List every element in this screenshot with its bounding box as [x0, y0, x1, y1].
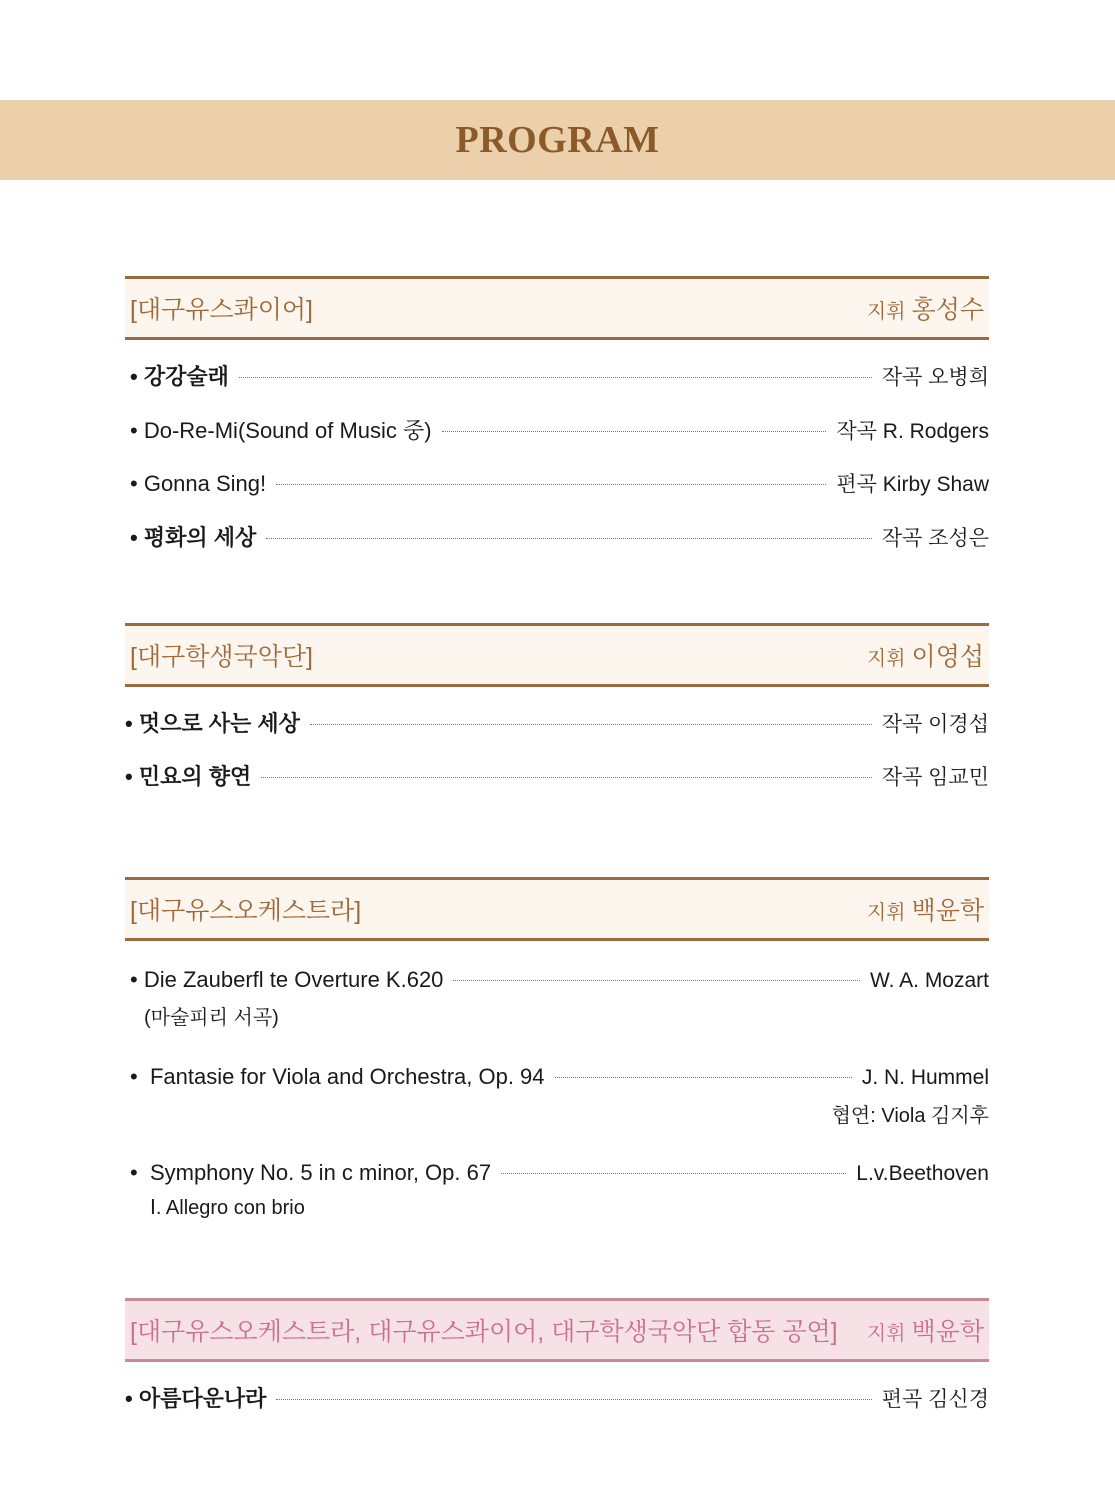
piece-title: • 멋으로 사는 세상 [125, 711, 300, 736]
composer: L.v.Beethoven [856, 1162, 989, 1185]
conductor [867, 290, 984, 326]
section-header [125, 276, 989, 340]
piece-title: • Symphony No. 5 in c minor, Op. 67 [130, 1160, 492, 1185]
composer: 작곡 조성은 [881, 527, 989, 550]
leader-dots [555, 1077, 852, 1078]
piece-subtitle: (마술피리 서곡) [144, 1007, 279, 1029]
piece-title: • 평화의 세상 [130, 525, 257, 550]
list-item [130, 468, 989, 498]
section-youth-choir [125, 276, 989, 550]
section-joint-performance [125, 1298, 989, 1411]
soloist-note: 협연: Viola 김지후 [831, 1105, 989, 1127]
leader-dots [239, 377, 872, 378]
list-item [130, 1064, 989, 1090]
piece-title: • Fantasie for Viola and Orchestra, Op. 94 [130, 1064, 545, 1089]
section-title: [대구학생국악단] [130, 643, 313, 671]
leader-dots [453, 980, 860, 981]
leader-dots [261, 777, 872, 778]
conductor-name: 백윤학 [911, 897, 984, 925]
list-item [125, 1382, 989, 1413]
leader-dots [276, 1399, 871, 1400]
composer: 편곡 Kirby Shaw [836, 473, 989, 496]
leader-dots [310, 724, 872, 725]
leader-dots [501, 1173, 846, 1174]
piece-title: • Do-Re-Mi(Sound of Music 중) [130, 418, 432, 443]
conductor [867, 637, 984, 673]
piece-title: • 아름다운나라 [125, 1386, 267, 1411]
composer: W. A. Mozart [869, 969, 989, 992]
conductor-label: 지휘 [866, 301, 906, 323]
composer: J. N. Hummel [861, 1066, 989, 1089]
conductor-label: 지휘 [866, 1323, 906, 1345]
piece-title: • Gonna Sing! [130, 471, 267, 496]
program-banner [0, 100, 1115, 180]
section-header [125, 877, 989, 941]
section-youth-orchestra [125, 877, 989, 1219]
leader-dots [442, 431, 827, 432]
piece-title: • Die Zauberfl te Overture K.620 [130, 967, 444, 992]
section-title: [대구유스오케스트라, 대구유스콰이어, 대구학생국악단 합동 공연] [130, 1318, 838, 1346]
composer: 작곡 R. Rodgers [836, 420, 989, 443]
section-title: [대구유스오케스트라] [130, 897, 362, 925]
list-item [130, 521, 989, 552]
list-item [130, 967, 989, 993]
list-item [125, 760, 989, 791]
section-header [125, 1298, 989, 1362]
conductor-name: 이영섭 [911, 643, 984, 671]
section-student-gugak [125, 623, 989, 789]
conductor-name: 홍성수 [911, 296, 984, 324]
list-item [130, 414, 989, 445]
page-title: PROGRAM [455, 119, 660, 161]
leader-dots [276, 484, 826, 485]
composer: 편곡 김신경 [881, 1388, 989, 1411]
piece-title: • 강강술래 [130, 364, 229, 389]
conductor-label: 지휘 [866, 902, 906, 924]
composer: 작곡 이경섭 [881, 713, 989, 736]
section-title: [대구유스콰이어] [130, 296, 313, 324]
list-item [130, 1160, 989, 1186]
piece-title: • 민요의 향연 [125, 764, 252, 789]
composer: 작곡 오병희 [881, 366, 989, 389]
piece-subtitle: Ⅰ. Allegro con brio [150, 1197, 305, 1219]
composer: 작곡 임교민 [881, 766, 989, 789]
list-item [130, 360, 989, 391]
conductor [867, 1312, 984, 1348]
leader-dots [266, 538, 872, 539]
section-header [125, 623, 989, 687]
conductor [867, 891, 984, 927]
conductor-label: 지휘 [866, 648, 906, 670]
list-item [125, 707, 989, 738]
conductor-name: 백윤학 [911, 1318, 984, 1346]
